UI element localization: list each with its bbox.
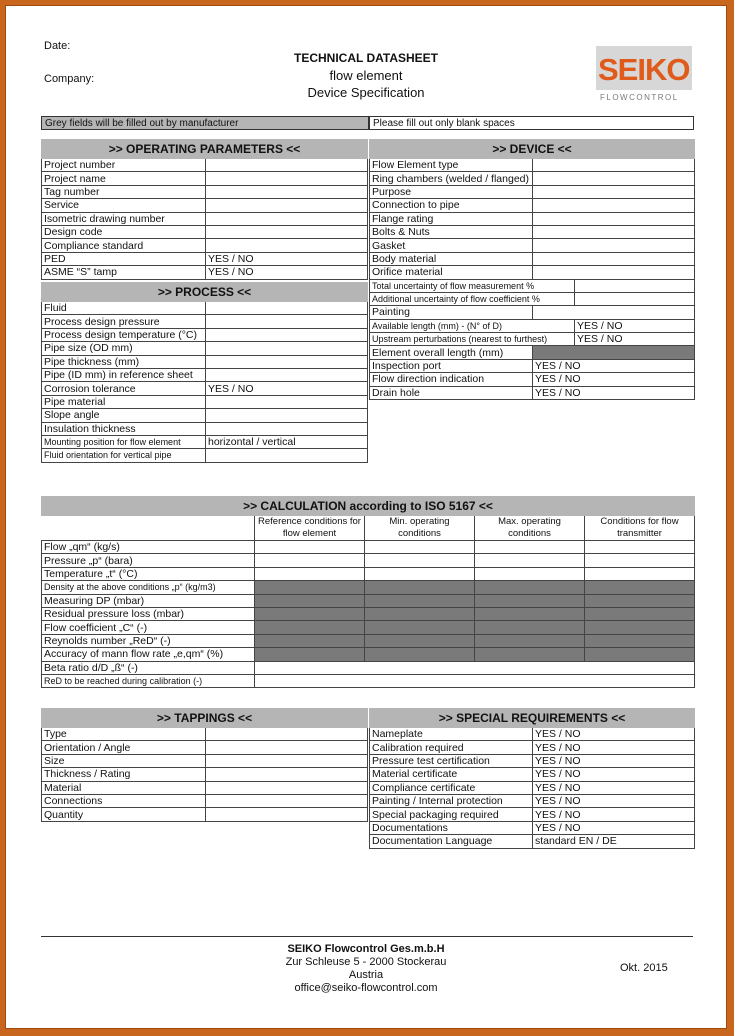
special-row — [370, 741, 695, 754]
device-field-label: Orifice material — [370, 266, 533, 279]
calc-field-label: Temperature „t“ (°C) — [42, 567, 255, 580]
date-label: Date: — [44, 40, 71, 52]
tappings-field-label: Orientation / Angle — [42, 741, 206, 754]
tappings-row — [42, 754, 368, 767]
footer-divider — [41, 936, 693, 937]
calc-row — [42, 621, 695, 634]
special-row — [370, 835, 695, 848]
calc-value-cell — [255, 594, 365, 607]
calc-field-label: ReD to be reached during calibration (-) — [42, 674, 255, 687]
process-field-label: Corrosion tolerance — [42, 382, 206, 395]
device-field-label: Flow Element type — [370, 159, 533, 172]
tappings-field-value[interactable] — [206, 808, 368, 821]
blank-spaces-note: Please fill out only blank spaces — [369, 116, 694, 130]
operating-field-label: Compliance standard — [42, 239, 206, 252]
calc-value-cell — [255, 621, 365, 634]
special-requirements-heading: >> SPECIAL REQUIREMENTS << — [370, 709, 695, 728]
device-field-value[interactable]: YES / NO — [533, 359, 695, 372]
calc-row — [42, 594, 695, 607]
tappings-field-label: Material — [42, 781, 206, 794]
process-row — [42, 395, 368, 408]
process-field-value[interactable] — [206, 422, 368, 435]
calc-value-cell — [255, 634, 365, 647]
tappings-row — [42, 728, 368, 741]
special-field-label: Documentation Language — [370, 835, 533, 848]
calc-row — [42, 607, 695, 620]
operating-row — [42, 172, 368, 185]
operating-field-value[interactable] — [206, 172, 368, 185]
device-field-value[interactable] — [533, 172, 695, 185]
device-field-label: Element overall length (mm) — [370, 346, 533, 359]
operating-row — [42, 185, 368, 198]
operating-field-value[interactable] — [206, 225, 368, 238]
device-field-value[interactable] — [533, 212, 695, 225]
tappings-field-label: Thickness / Rating — [42, 768, 206, 781]
calc-value-cell — [365, 648, 475, 661]
calc-value-cell[interactable] — [475, 567, 585, 580]
document-title: TECHNICAL DATASHEET — [294, 51, 438, 65]
special-field-label: Painting / Internal protection — [370, 794, 533, 807]
calc-value-cell — [475, 648, 585, 661]
device-field-value[interactable] — [533, 159, 695, 172]
footer-company: SEIKO Flowcontrol Ges.m.b.H — [287, 943, 445, 955]
calc-value-cell[interactable] — [365, 541, 475, 554]
process-field-label: Mounting position for flow element — [42, 435, 206, 448]
calc-value-cell — [475, 607, 585, 620]
calc-field-label: Pressure „p“ (bara) — [42, 554, 255, 567]
calc-value-cell — [475, 634, 585, 647]
device-row — [370, 319, 695, 332]
device-field-label: Connection to pipe — [370, 199, 533, 212]
operating-row — [42, 225, 368, 238]
special-row — [370, 768, 695, 781]
device-field-label: Ring chambers (welded / flanged) — [370, 172, 533, 185]
calc-value-cell[interactable] — [475, 541, 585, 554]
tappings-field-value[interactable] — [206, 794, 368, 807]
device-row — [370, 292, 695, 305]
special-field-value[interactable]: YES / NO — [533, 794, 695, 807]
device-row — [370, 373, 695, 386]
operating-field-label: Design code — [42, 225, 206, 238]
device-field-value[interactable]: YES / NO — [533, 373, 695, 386]
device-row — [370, 225, 695, 238]
calc-field-label: Reynolds number „ReD“ (-) — [42, 634, 255, 647]
process-row — [42, 382, 368, 395]
device-field-label: Drain hole — [370, 386, 533, 399]
calc-value-cell — [365, 607, 475, 620]
calc-value-cell — [365, 581, 475, 594]
calc-value-cell[interactable] — [585, 554, 695, 567]
special-field-value[interactable]: YES / NO — [533, 821, 695, 834]
operating-field-value[interactable] — [206, 212, 368, 225]
calc-value-cell[interactable] — [585, 541, 695, 554]
process-row — [42, 409, 368, 422]
special-field-value[interactable]: YES / NO — [533, 781, 695, 794]
device-row — [370, 266, 695, 279]
calc-value-cell[interactable] — [585, 567, 695, 580]
footer-street: Zur Schleuse 5 - 2000 Stockerau — [285, 956, 447, 968]
calc-row — [42, 567, 695, 580]
calc-value-cell — [365, 621, 475, 634]
device-field-label: Flange rating — [370, 212, 533, 225]
process-field-value[interactable] — [206, 409, 368, 422]
special-row — [370, 728, 695, 741]
device-row — [370, 279, 695, 292]
logo-text: SEIKO — [598, 52, 690, 87]
calc-field-label: Residual pressure loss (mbar) — [42, 607, 255, 620]
process-field-label: Pipe material — [42, 395, 206, 408]
calc-field-label: Beta ratio d/D „ß“ (-) — [42, 661, 255, 674]
tappings-row — [42, 741, 368, 754]
operating-row — [42, 239, 368, 252]
calc-row — [42, 661, 695, 674]
device-field-label: Gasket — [370, 239, 533, 252]
operating-row — [42, 212, 368, 225]
process-field-label: Pipe size (OD mm) — [42, 342, 206, 355]
calc-row — [42, 541, 695, 554]
calc-row — [42, 674, 695, 687]
operating-field-value[interactable] — [206, 239, 368, 252]
special-field-label: Calibration required — [370, 741, 533, 754]
process-row — [42, 449, 368, 462]
device-row — [370, 212, 695, 225]
special-field-value[interactable]: YES / NO — [533, 754, 695, 767]
special-field-label: Material certificate — [370, 768, 533, 781]
special-field-label: Compliance certificate — [370, 781, 533, 794]
calc-value-cell — [475, 594, 585, 607]
calc-value-cell — [255, 648, 365, 661]
device-field-value[interactable] — [533, 306, 695, 319]
calc-row — [42, 634, 695, 647]
calc-value-merged[interactable] — [255, 674, 695, 687]
calc-field-label: Density at the above conditions „p“ (kg/m3) — [42, 581, 255, 594]
special-row — [370, 808, 695, 821]
process-row — [42, 422, 368, 435]
operating-row — [42, 252, 368, 265]
special-field-value[interactable]: YES / NO — [533, 768, 695, 781]
device-row — [370, 333, 695, 346]
tappings-table — [41, 708, 368, 822]
calc-value-cell — [475, 621, 585, 634]
calc-value-cell — [475, 581, 585, 594]
special-field-value[interactable]: YES / NO — [533, 741, 695, 754]
footer-date: Okt. 2015 — [620, 962, 668, 974]
calc-value-cell[interactable] — [365, 554, 475, 567]
tappings-field-label: Connections — [42, 794, 206, 807]
special-field-value[interactable]: YES / NO — [533, 728, 695, 741]
process-field-value[interactable] — [206, 368, 368, 381]
calc-value-cell — [585, 594, 695, 607]
process-field-value[interactable] — [206, 449, 368, 462]
seiko-logo — [596, 46, 692, 106]
calc-value-cell — [585, 648, 695, 661]
device-field-value[interactable] — [533, 225, 695, 238]
calc-value-cell — [585, 607, 695, 620]
device-field-label: Available length (mm) - (N° of D) — [370, 319, 575, 332]
operating-field-value[interactable]: YES / NO — [206, 252, 368, 265]
special-field-label: Nameplate — [370, 728, 533, 741]
operating-parameters-table — [41, 139, 368, 280]
calc-value-cell — [585, 634, 695, 647]
logo-subtitle: FLOWCONTROL — [600, 93, 679, 102]
device-row — [370, 306, 695, 319]
calc-value-cell[interactable] — [365, 567, 475, 580]
calc-value-cell — [365, 594, 475, 607]
device-row — [370, 159, 695, 172]
special-row — [370, 794, 695, 807]
device-field-label: Bolts & Nuts — [370, 225, 533, 238]
device-row — [370, 185, 695, 198]
document-subtitle-2: Device Specification — [307, 85, 425, 100]
grey-fields-note: Grey fields will be filled out by manufacturer — [41, 116, 369, 130]
tappings-field-label: Type — [42, 728, 206, 741]
operating-parameters-heading: >> OPERATING PARAMETERS << — [42, 140, 368, 159]
device-field-label: Flow direction indication — [370, 373, 533, 386]
device-field-label: Body material — [370, 252, 533, 265]
process-row — [42, 328, 368, 341]
footer-email: office@seiko-flowcontrol.com — [294, 982, 438, 994]
device-field-value[interactable]: YES / NO — [575, 333, 695, 346]
special-field-value[interactable]: YES / NO — [533, 808, 695, 821]
special-field-label: Special packaging required — [370, 808, 533, 821]
operating-field-value[interactable] — [206, 159, 368, 172]
calc-value-cell[interactable] — [255, 541, 365, 554]
process-field-value[interactable] — [206, 315, 368, 328]
calculation-table — [41, 496, 695, 688]
tappings-field-label: Size — [42, 754, 206, 767]
company-label: Company: — [44, 73, 95, 85]
operating-row — [42, 199, 368, 212]
datasheet-page — [5, 5, 727, 1029]
calc-header-spacer — [42, 516, 255, 541]
process-field-label: Fluid — [42, 302, 206, 315]
special-requirements-table — [369, 708, 695, 849]
process-field-label: Process design pressure — [42, 315, 206, 328]
process-row — [42, 342, 368, 355]
process-field-value[interactable]: horizontal / vertical — [206, 435, 368, 448]
calculation-heading: >> CALCULATION according to ISO 5167 << — [42, 497, 695, 516]
tappings-field-value[interactable] — [206, 741, 368, 754]
device-row — [370, 386, 695, 399]
process-row — [42, 355, 368, 368]
operating-field-value[interactable] — [206, 185, 368, 198]
process-field-value[interactable] — [206, 302, 368, 315]
special-field-label: Pressure test certification — [370, 754, 533, 767]
device-field-label: Additional uncertainty of flow coefficient % — [370, 292, 575, 305]
device-field-label: Total uncertainty of flow measurement % — [370, 279, 575, 292]
operating-row — [42, 159, 368, 172]
calc-field-label: Flow coefficient „C“ (-) — [42, 621, 255, 634]
process-field-label: Process design temperature (°C) — [42, 328, 206, 341]
calc-value-cell — [585, 621, 695, 634]
operating-row — [42, 266, 368, 279]
device-field-label: Upstream perturbations (nearest to furthest) — [370, 333, 575, 346]
calc-col-reference: Reference conditions for flow element — [255, 516, 365, 541]
operating-field-label: Isometric drawing number — [42, 212, 206, 225]
tappings-row — [42, 768, 368, 781]
process-field-value[interactable]: YES / NO — [206, 382, 368, 395]
footer-country: Austria — [348, 969, 384, 981]
process-field-value[interactable] — [206, 355, 368, 368]
calc-value-cell — [255, 581, 365, 594]
process-field-label: Slope angle — [42, 409, 206, 422]
device-field-value[interactable] — [533, 185, 695, 198]
calc-value-cell — [585, 581, 695, 594]
device-row — [370, 346, 695, 359]
tappings-field-value[interactable] — [206, 768, 368, 781]
device-row — [370, 199, 695, 212]
tappings-heading: >> TAPPINGS << — [42, 709, 368, 728]
calc-value-cell[interactable] — [255, 567, 365, 580]
device-row — [370, 252, 695, 265]
special-field-value[interactable]: standard EN / DE — [533, 835, 695, 848]
device-field-label: Inspection port — [370, 359, 533, 372]
device-field-value[interactable] — [533, 266, 695, 279]
process-field-label: Insulation thickness — [42, 422, 206, 435]
device-field-value[interactable] — [533, 346, 695, 359]
process-row — [42, 368, 368, 381]
device-row — [370, 239, 695, 252]
device-heading: >> DEVICE << — [370, 140, 695, 159]
process-field-value[interactable] — [206, 342, 368, 355]
special-row — [370, 821, 695, 834]
calc-value-cell — [365, 634, 475, 647]
device-row — [370, 359, 695, 372]
operating-field-label: Project number — [42, 159, 206, 172]
tappings-field-label: Quantity — [42, 808, 206, 821]
process-row — [42, 315, 368, 328]
process-field-label: Pipe thickness (mm) — [42, 355, 206, 368]
process-field-label: Fluid orientation for vertical pipe — [42, 449, 206, 462]
calc-field-label: Measuring DP (mbar) — [42, 594, 255, 607]
calc-col-max: Max. operating conditions — [475, 516, 585, 541]
device-field-value[interactable]: YES / NO — [533, 386, 695, 399]
process-table — [41, 282, 368, 463]
device-field-value[interactable] — [533, 252, 695, 265]
process-field-label: Pipe (ID mm) in reference sheet — [42, 368, 206, 381]
special-row — [370, 781, 695, 794]
operating-field-label: ASME “S” tamp — [42, 266, 206, 279]
device-field-value[interactable] — [533, 199, 695, 212]
special-field-label: Documentations — [370, 821, 533, 834]
process-field-value[interactable] — [206, 328, 368, 341]
tappings-row — [42, 808, 368, 821]
process-heading: >> PROCESS << — [42, 283, 368, 302]
device-field-value[interactable]: YES / NO — [575, 319, 695, 332]
operating-field-value[interactable]: YES / NO — [206, 266, 368, 279]
device-field-label: Purpose — [370, 185, 533, 198]
device-table — [369, 139, 695, 400]
calc-value-cell[interactable] — [475, 554, 585, 567]
operating-field-label: Tag number — [42, 185, 206, 198]
calc-value-cell[interactable] — [255, 554, 365, 567]
document-subtitle-1: flow element — [329, 68, 403, 83]
operating-field-label: PED — [42, 252, 206, 265]
calc-field-label: Flow „qm“ (kg/s) — [42, 541, 255, 554]
process-row — [42, 302, 368, 315]
tappings-field-value[interactable] — [206, 754, 368, 767]
device-field-value[interactable] — [533, 239, 695, 252]
operating-field-value[interactable] — [206, 199, 368, 212]
calc-value-merged[interactable] — [255, 661, 695, 674]
calc-col-min: Min. operating conditions — [365, 516, 475, 541]
device-field-label: Painting — [370, 306, 533, 319]
tappings-row — [42, 794, 368, 807]
tappings-row — [42, 781, 368, 794]
special-row — [370, 754, 695, 767]
calc-row — [42, 554, 695, 567]
tappings-field-value[interactable] — [206, 728, 368, 741]
tappings-field-value[interactable] — [206, 781, 368, 794]
calc-value-cell — [255, 607, 365, 620]
calc-row — [42, 581, 695, 594]
device-field-value[interactable] — [575, 279, 695, 292]
operating-field-label: Service — [42, 199, 206, 212]
calc-col-transmitter: Conditions for flow transmitter — [585, 516, 695, 541]
process-row — [42, 435, 368, 448]
process-field-value[interactable] — [206, 395, 368, 408]
calc-field-label: Accuracy of mann flow rate „e,qm“ (%) — [42, 648, 255, 661]
operating-field-label: Project name — [42, 172, 206, 185]
calc-row — [42, 648, 695, 661]
device-field-value[interactable] — [575, 292, 695, 305]
device-row — [370, 172, 695, 185]
